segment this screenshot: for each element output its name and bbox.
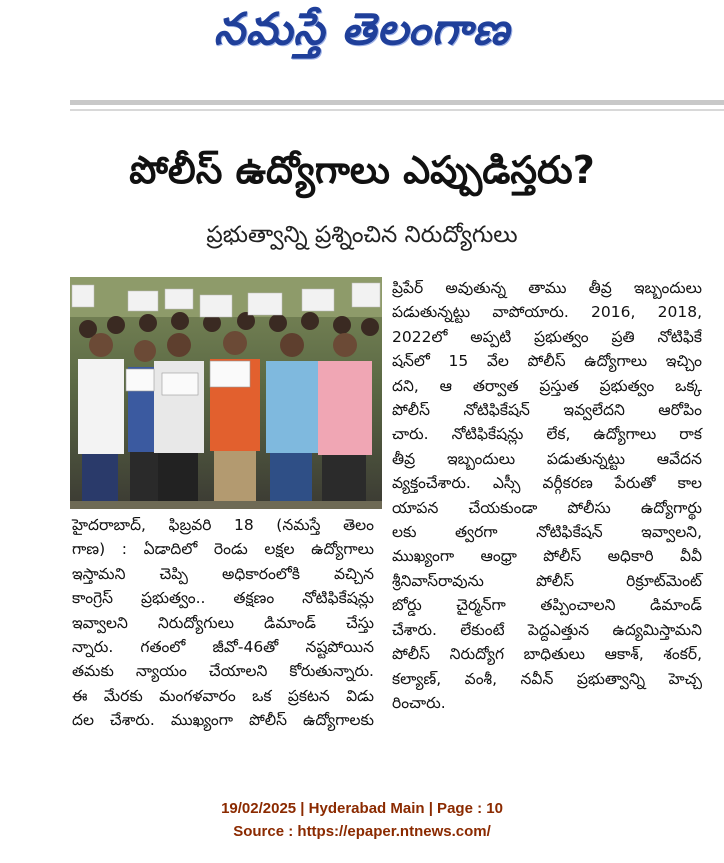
body-line: పడుతున్నట్టు వాపోయారు. 2016, 2018, — [392, 303, 702, 322]
body-line: ఈ మేరకు మంగళవారం ఒక ప్రకటన విడు — [72, 686, 374, 705]
footer-date-edition: 19/02/2025 | Hyderabad Main | Page : 10 — [221, 800, 503, 817]
body-line: పోలీస్ నోటిఫికేషన్ ఇవ్వలేదని ఆరోపిం — [392, 401, 702, 420]
masthead — [0, 0, 724, 92]
body-line: ముఖ్యంగా ఆంధ్రా పోలీస్ అధికారి వీవీ — [392, 547, 702, 566]
article-subheadline: ప్రభుత్వాన్ని ప్రశ్నించిన నిరుద్యోగులు — [206, 222, 518, 248]
protest-group-photo — [70, 277, 382, 509]
body-line: శ్రీనివాస్‌రావును పోలీస్ రిక్రూట్‌మెంట్ — [392, 571, 702, 590]
body-line: కల్యాణ్, వంశీ, నవీన్ ప్రభుత్వాన్ని హెచ్చ — [392, 669, 702, 688]
footer-source-link[interactable]: Source : https://epaper.ntnews.com/ — [233, 823, 491, 840]
body-line: ఇస్తామని చెప్పి అధికారంలోకి వచ్చిన — [72, 564, 374, 583]
body-line: కాంగ్రెస్ ప్రభుత్వం.. తక్షణం నోటిఫికేషన్లు — [72, 589, 374, 608]
masthead-divider-thin — [70, 109, 724, 111]
body-line: లకు త్వరగా నోటిఫికేషన్ ఇవ్వాలని, — [392, 523, 702, 542]
body-line: దల చేశారు. ముఖ్యంగా పోలీస్ ఉద్యోగాలకు — [72, 711, 374, 730]
masthead-divider — [70, 100, 724, 105]
body-line: బోర్డు చైర్మన్‌గా తప్పించాలని డిమాండ్ — [392, 596, 702, 615]
body-line: పోలీస్ నిరుద్యోగ బాధితులు ఆకాశ్, శంకర్, — [392, 645, 702, 664]
body-line: చారు. నోటిఫికేషన్లు లేక, ఉద్యోగాలు రాక — [392, 425, 702, 444]
body-line: వ్యక్తంచేశారు. ఎస్సీ వర్గీకరణ పేరుతో కాల — [392, 474, 702, 493]
body-line: షన్‌లో 15 వేల పోలీస్ ఉద్యోగాలు ఇచ్చిం — [392, 352, 702, 371]
article-body-left-column — [72, 513, 374, 733]
body-line: ఇవ్వాలని నిరుద్యోగులు డిమాండ్ చేస్తు — [72, 613, 374, 632]
body-line: న్నారు. గతంలో జీవో-46తో నష్టపోయిన — [72, 638, 374, 657]
masthead-logo: నమస్తే తెలంగాణ — [213, 4, 511, 55]
body-line: దని, ఆ తర్వాత ప్రస్తుత ప్రభుత్వం ఒక్క — [392, 376, 702, 395]
body-line: 2022లో అప్పటి ప్రభుత్వం ప్రతి నోటిఫికే — [392, 327, 702, 346]
article-headline: పోలీస్ ఉద్యోగాలు ఎప్పుడిస్తరు? — [129, 148, 595, 192]
body-line: తీవ్ర ఇబ్బందులు పడుతున్నట్టు ఆవేదన — [392, 449, 702, 468]
body-line: తమకు న్యాయం చేయాలని కోరుతున్నారు. — [72, 662, 374, 681]
body-line: గాణ) : ఏడాదిలో రెండు లక్షల ఉద్యోగాలు — [72, 540, 374, 559]
article-body-right-column — [392, 276, 702, 715]
article-photo — [70, 277, 382, 509]
body-line: ప్రిపేర్ అవుతున్న తాము తీవ్ర ఇబ్బందులు — [392, 279, 702, 297]
body-line: రించారు. — [392, 693, 446, 712]
body-line: హైదరాబాద్, ఫిబ్రవరి 18 (నమస్తే తెలం — [72, 516, 374, 534]
body-line: చేశారు. లేకుంటే పెద్దఎత్తున ఉద్యమిస్తామని — [392, 620, 702, 639]
body-line: యాపన చేయకుండా పోలీసు ఉద్యోగార్థు — [392, 498, 702, 517]
